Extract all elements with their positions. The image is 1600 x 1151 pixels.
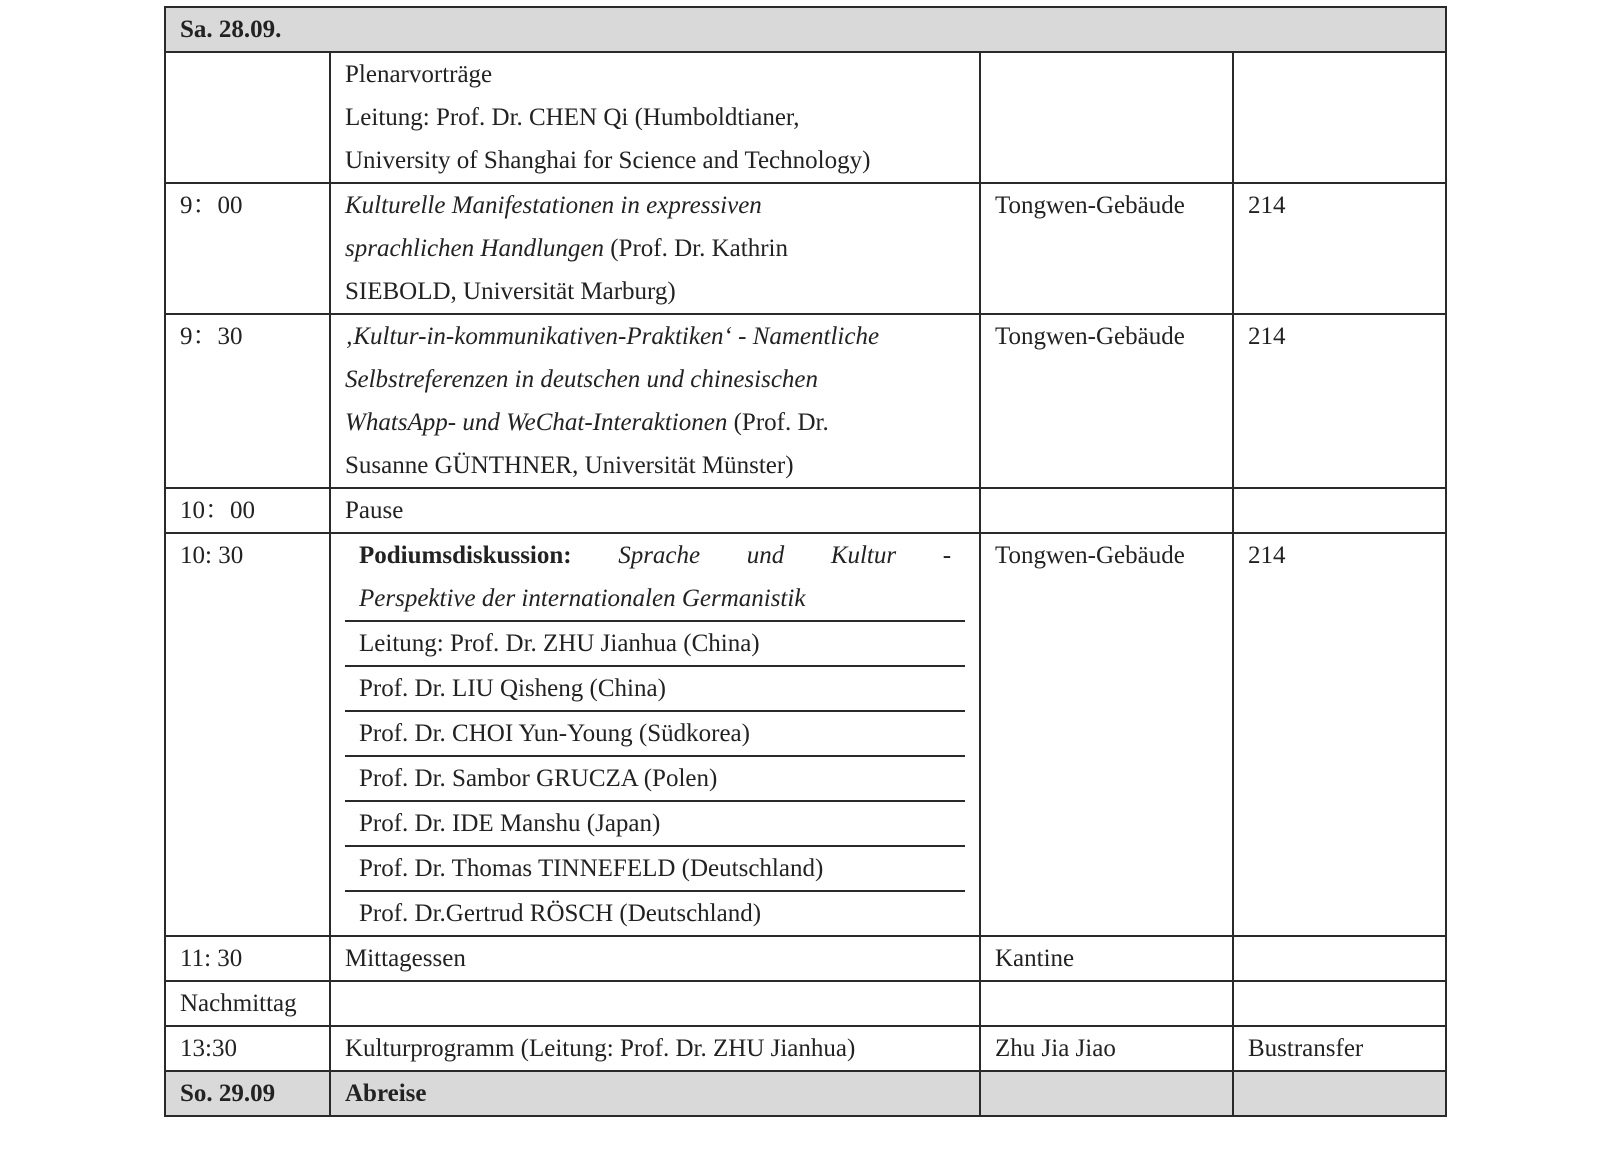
plenary-cell bbox=[330, 52, 980, 183]
event-cell bbox=[330, 981, 980, 1026]
schedule-table bbox=[164, 6, 1447, 1117]
place-cell: Kantine bbox=[980, 936, 1233, 981]
place-cell: Zhu Jia Jiao bbox=[980, 1026, 1233, 1071]
time-cell bbox=[165, 52, 330, 183]
day-header-row bbox=[165, 7, 1446, 52]
talk-title-line3: WhatsApp- und WeChat-Interaktionen bbox=[345, 409, 728, 436]
panel-member: Leitung: Prof. Dr. ZHU Jianhua (China) bbox=[345, 622, 965, 667]
place-cell bbox=[980, 52, 1233, 183]
pause-row bbox=[165, 488, 1446, 533]
room-cell bbox=[1233, 52, 1446, 183]
talk-cell bbox=[330, 314, 980, 488]
culture-cell: Kulturprogramm (Leitung: Prof. Dr. ZHU Jianhua) bbox=[330, 1026, 980, 1071]
plenary-lead-line1: Leitung: Prof. Dr. CHEN Qi (Humboldtianer, bbox=[345, 104, 800, 131]
time-cell: 10: 30 bbox=[165, 533, 330, 936]
time-cell: Nachmittag bbox=[165, 981, 330, 1026]
talk-title-line2: sprachlichen Handlungen bbox=[345, 235, 604, 262]
room-cell: 214 bbox=[1233, 183, 1446, 314]
pause-cell: Pause bbox=[330, 488, 980, 533]
place-cell: Tongwen-Gebäude bbox=[980, 183, 1233, 314]
panel-title-line2: Perspektive der internationalen Germanistik bbox=[359, 585, 806, 612]
panel-member: Prof. Dr. Thomas TINNEFELD (Deutschland) bbox=[345, 847, 965, 892]
panel-title-word: Sprache bbox=[618, 542, 701, 569]
panel-title-dash: - bbox=[942, 542, 952, 569]
panel-title-word: Kultur bbox=[830, 542, 897, 569]
time-cell: 9：30 bbox=[165, 314, 330, 488]
departure-row bbox=[165, 1071, 1446, 1116]
talk-speaker-part1: (Prof. Dr. bbox=[727, 409, 829, 436]
talk-speaker-part1: (Prof. Dr. Kathrin bbox=[603, 235, 788, 262]
panel-cell bbox=[330, 533, 980, 936]
culture-row bbox=[165, 1026, 1446, 1071]
time-cell: 13:30 bbox=[165, 1026, 330, 1071]
talk-cell bbox=[330, 183, 980, 314]
room-cell bbox=[1233, 1071, 1446, 1116]
time-cell: 11: 30 bbox=[165, 936, 330, 981]
talk-title-line1: ‚Kultur-in-kommunikativen-Praktiken‘ - Namentliche bbox=[345, 323, 880, 350]
talk-title-line2: Selbstreferenzen in deutschen und chinesischen bbox=[345, 366, 819, 393]
talk-title-line1: Kulturelle Manifestationen in expressiven bbox=[345, 192, 762, 219]
place-cell bbox=[980, 1071, 1233, 1116]
panel-member: Prof. Dr. Sambor GRUCZA (Polen) bbox=[345, 757, 965, 802]
panel-row bbox=[165, 533, 1446, 936]
day-header: Sa. 28.09. bbox=[165, 7, 1446, 52]
place-cell: Tongwen-Gebäude bbox=[980, 533, 1233, 936]
panel-member: Prof. Dr. IDE Manshu (Japan) bbox=[345, 802, 965, 847]
departure-day: So. 29.09 bbox=[165, 1071, 330, 1116]
time-cell: 9：00 bbox=[165, 183, 330, 314]
talk-speaker-part2: SIEBOLD, Universität Marburg) bbox=[345, 278, 676, 305]
panel-member: Prof. Dr. LIU Qisheng (China) bbox=[345, 667, 965, 712]
talk-row-0930 bbox=[165, 314, 1446, 488]
plenary-title: Plenarvorträge bbox=[345, 61, 493, 88]
talk-row-0900 bbox=[165, 183, 1446, 314]
panel-label: Podiumsdiskussion: bbox=[359, 542, 572, 569]
talk-speaker-part2: Susanne GÜNTHNER, Universität Münster) bbox=[345, 452, 794, 479]
place-cell: Tongwen-Gebäude bbox=[980, 314, 1233, 488]
place-cell bbox=[980, 488, 1233, 533]
room-cell bbox=[1233, 981, 1446, 1026]
lunch-cell: Mittagessen bbox=[330, 936, 980, 981]
panel-member: Prof. Dr.Gertrud RÖSCH (Deutschland) bbox=[359, 900, 762, 927]
place-cell bbox=[980, 981, 1233, 1026]
departure-title: Abreise bbox=[330, 1071, 980, 1116]
time-cell: 10：00 bbox=[165, 488, 330, 533]
room-cell: 214 bbox=[1233, 314, 1446, 488]
room-cell bbox=[1233, 936, 1446, 981]
afternoon-row bbox=[165, 981, 1446, 1026]
lunch-row bbox=[165, 936, 1446, 981]
panel-member: Prof. Dr. CHOI Yun-Young (Südkorea) bbox=[345, 712, 965, 757]
room-cell: 214 bbox=[1233, 533, 1446, 936]
plenary-row bbox=[165, 52, 1446, 183]
plenary-lead-line2: University of Shanghai for Science and Technology) bbox=[345, 147, 871, 174]
panel-title-word: und bbox=[746, 542, 785, 569]
room-cell bbox=[1233, 488, 1446, 533]
room-cell: Bustransfer bbox=[1233, 1026, 1446, 1071]
